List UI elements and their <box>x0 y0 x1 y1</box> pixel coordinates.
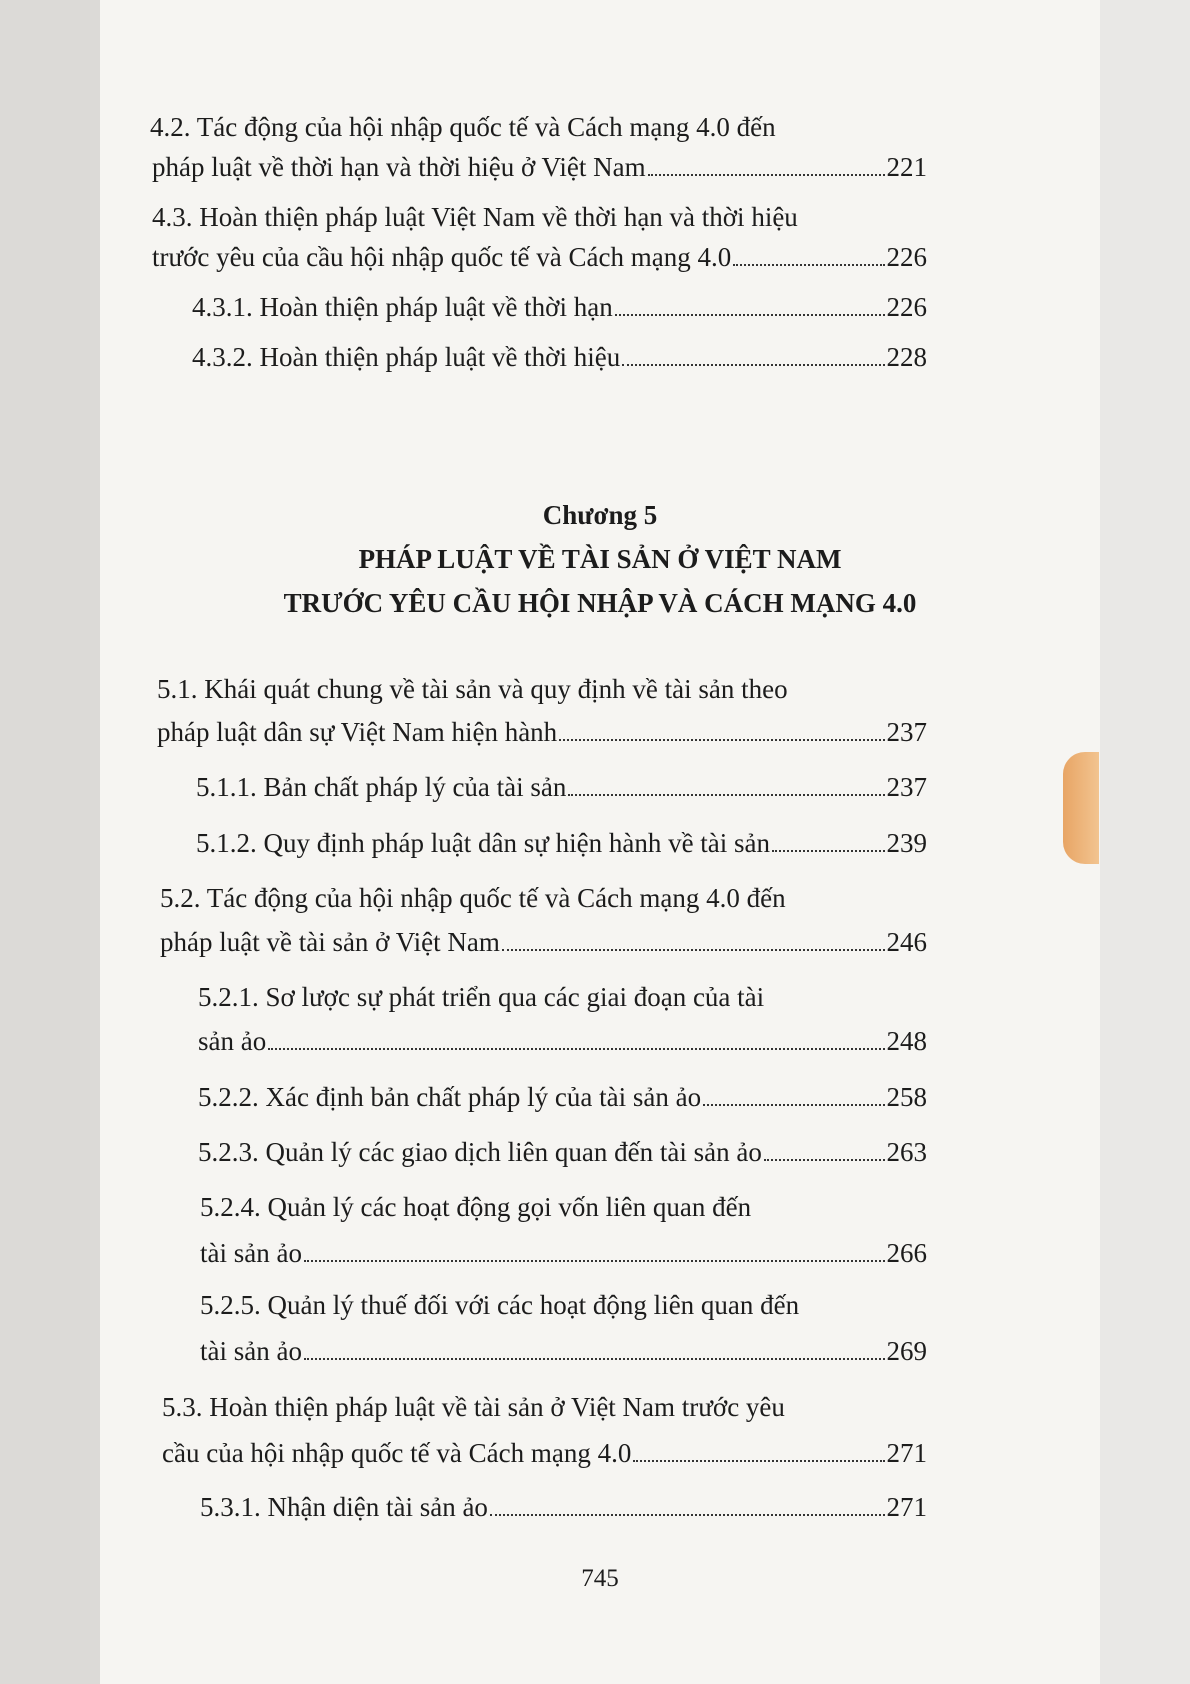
page-gutter <box>0 0 100 1684</box>
leader-dots <box>615 290 885 316</box>
toc-entry-5-2-3[interactable] <box>198 1135 927 1169</box>
toc-5-2-3-page: 263 <box>886 1137 927 1167</box>
toc-entry-5-2-5[interactable] <box>200 1334 927 1368</box>
toc-5-1-page: 237 <box>886 717 927 747</box>
toc-5-2-4-page: 266 <box>886 1238 927 1268</box>
thumb-edge <box>1063 752 1099 864</box>
toc-5-2-2-text: 5.2.2. Xác định bản chất pháp lý của tài sản ảo <box>198 1082 702 1112</box>
toc-5-3-line1: 5.3. Hoàn thiện pháp luật về tài sản ở Việt Nam trước yêu <box>162 1392 785 1422</box>
toc-5-1-2-page: 239 <box>886 828 927 858</box>
toc-5-2-1-page: 248 <box>886 1026 927 1056</box>
toc-entry-5-3[interactable] <box>162 1436 927 1470</box>
toc-5-2-3-text: 5.2.3. Quản lý các giao dịch liên quan đến tài sản ảo <box>198 1137 762 1167</box>
toc-4-3-1-text: 4.3.1. Hoàn thiện pháp luật về thời hạn <box>192 292 613 322</box>
leader-dots <box>559 715 884 741</box>
toc-5-2-5-page: 269 <box>886 1336 927 1366</box>
toc-entry-5-1-1[interactable] <box>196 770 927 804</box>
toc-5-2-5-line1: 5.2.5. Quản lý thuế đối với các hoạt động liên quan đến <box>200 1290 800 1320</box>
toc-5-2-line2: pháp luật về tài sản ở Việt Nam <box>160 927 500 957</box>
toc-entry-5-2-1[interactable] <box>198 1024 927 1058</box>
toc-5-1-line1: 5.1. Khái quát chung về tài sản và quy định về tài sản theo <box>157 674 788 704</box>
toc-4-2-line1: 4.2. Tác động của hội nhập quốc tế và Cách mạng 4.0 đến <box>150 112 776 142</box>
toc-4-3-2-page: 228 <box>886 342 927 372</box>
chapter-title-line2: TRƯỚC YÊU CẦU HỘI NHẬP VÀ CÁCH MẠNG 4.0 <box>283 588 917 618</box>
leader-dots <box>490 1490 885 1516</box>
leader-dots <box>304 1334 885 1360</box>
toc-5-2-5-line2: tài sản ảo <box>200 1336 302 1366</box>
chapter-label: Chương 5 <box>542 500 658 530</box>
toc-5-3-1-text: 5.3.1. Nhận diện tài sản ảo <box>200 1492 488 1522</box>
toc-5-2-1-line2: sản ảo <box>198 1026 267 1056</box>
leader-dots <box>703 1080 884 1106</box>
toc-entry-4-3-1[interactable] <box>192 290 927 324</box>
toc-4-3-page: 226 <box>886 242 927 272</box>
toc-4-2-page: 221 <box>886 152 927 182</box>
toc-5-3-page: 271 <box>886 1438 927 1468</box>
leader-dots <box>502 925 885 951</box>
toc-4-3-1-page: 226 <box>886 292 927 322</box>
toc-entry-5-1-2[interactable] <box>196 826 927 860</box>
toc-entry-5-2[interactable] <box>160 925 927 959</box>
leader-dots <box>764 1135 885 1161</box>
leader-dots <box>568 770 884 796</box>
toc-4-3-line1: 4.3. Hoàn thiện pháp luật Việt Nam về thời hạn và thời hiệu <box>152 202 798 232</box>
leader-dots <box>622 340 884 366</box>
toc-entry-5-1[interactable] <box>157 715 927 749</box>
toc-5-1-1-text: 5.1.1. Bản chất pháp lý của tài sản <box>196 772 567 802</box>
leader-dots <box>268 1024 884 1050</box>
toc-entry-4-2[interactable] <box>152 150 927 184</box>
toc-5-2-line1: 5.2. Tác động của hội nhập quốc tế và Cách mạng 4.0 đến <box>160 883 786 913</box>
leader-dots <box>648 150 885 176</box>
toc-5-2-1-line1: 5.2.1. Sơ lược sự phát triển qua các giai đoạn của tài <box>198 982 765 1012</box>
leader-dots <box>633 1436 884 1462</box>
toc-5-2-2-page: 258 <box>886 1082 927 1112</box>
page-number: 745 <box>581 1565 619 1592</box>
toc-entry-5-3-1[interactable] <box>200 1490 927 1524</box>
chapter-title-line1: PHÁP LUẬT VỀ TÀI SẢN Ở VIỆT NAM <box>358 544 842 574</box>
toc-entry-5-2-2[interactable] <box>198 1080 927 1114</box>
toc-4-2-line2: pháp luật về thời hạn và thời hiệu ở Việt Nam <box>152 152 646 182</box>
toc-4-3-line2: trước yêu của cầu hội nhập quốc tế và Cách mạng 4.0 <box>152 242 732 272</box>
leader-dots <box>733 240 884 266</box>
toc-5-2-4-line1: 5.2.4. Quản lý các hoạt động gọi vốn liên quan đến <box>200 1192 752 1222</box>
toc-5-1-1-page: 237 <box>886 772 927 802</box>
toc-5-2-4-line2: tài sản ảo <box>200 1238 302 1268</box>
toc-5-2-page: 246 <box>886 927 927 957</box>
toc-5-1-2-text: 5.1.2. Quy định pháp luật dân sự hiện hành về tài sản <box>196 828 771 858</box>
toc-entry-4-3-2[interactable] <box>192 340 927 374</box>
toc-4-3-2-text: 4.3.2. Hoàn thiện pháp luật về thời hiệu <box>192 342 621 372</box>
toc-5-1-line2: pháp luật dân sự Việt Nam hiện hành <box>157 717 558 747</box>
toc-entry-5-2-4[interactable] <box>200 1236 927 1270</box>
leader-dots <box>772 826 884 852</box>
toc-5-3-1-page: 271 <box>886 1492 927 1522</box>
leader-dots <box>304 1236 885 1262</box>
toc-5-3-line2: cầu của hội nhập quốc tế và Cách mạng 4.0 <box>162 1438 632 1468</box>
toc-entry-4-3[interactable] <box>152 240 927 274</box>
